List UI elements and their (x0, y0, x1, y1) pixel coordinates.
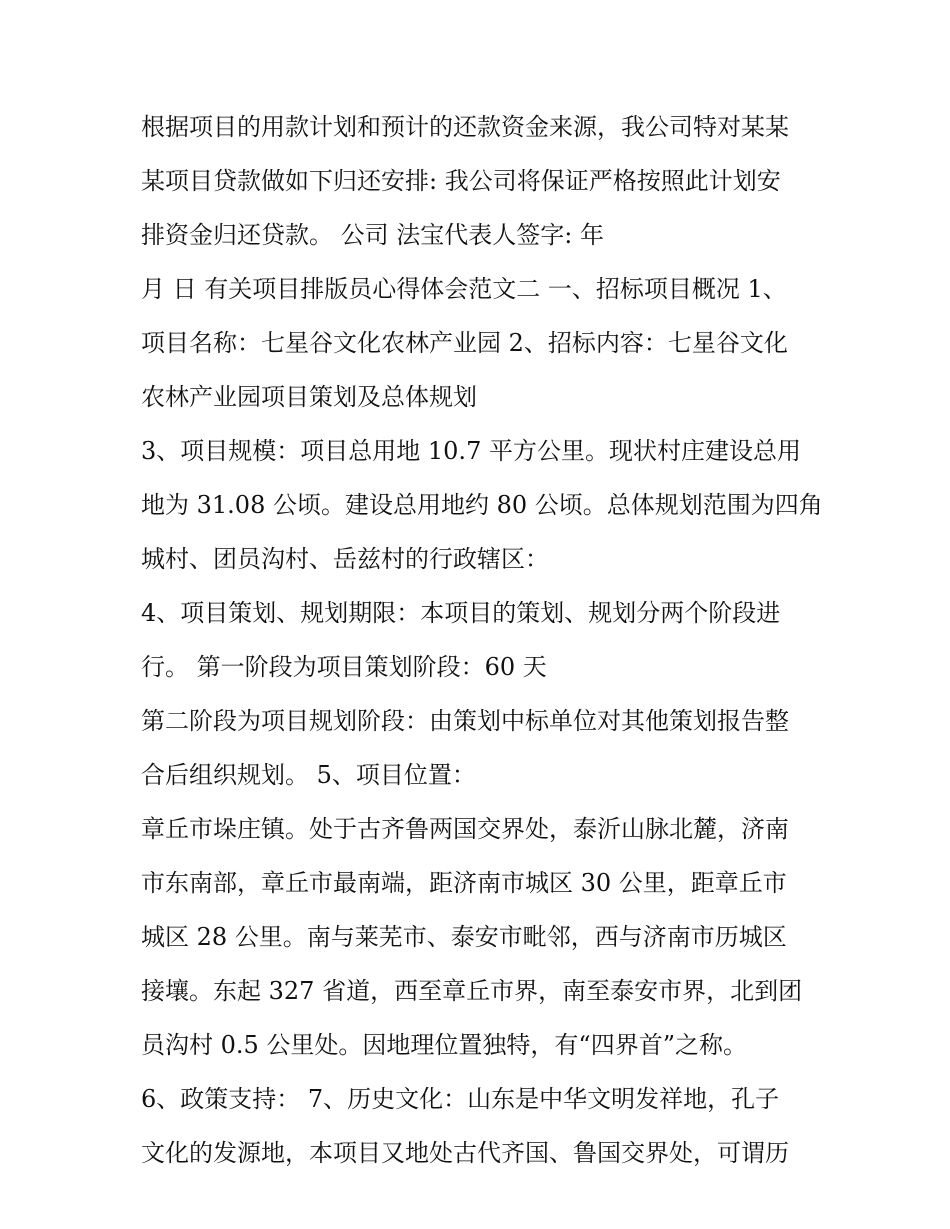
text-line: 6、政策支持： 7、历史文化：山东是中华文明发祥地，孔子 (141, 1085, 780, 1113)
text-line: 章丘市垛庄镇。处于古齐鲁两国交界处，泰沂山脉北麓，济南 (141, 815, 789, 843)
document-page (141, 100, 821, 1180)
text-line: 根据项目的用款计划和预计的还款资金来源，我公司特对某某 (141, 113, 789, 141)
text-line: 第二阶段为项目规划阶段：由策划中标单位对其他策划报告整 (141, 707, 789, 735)
text-line: 行。 第一阶段为项目策划阶段：60 天 (141, 653, 547, 681)
text-line: 项目名称：七星谷文化农林产业园 2、招标内容：七星谷文化 (141, 329, 788, 357)
text-line: 城区 28 公里。南与莱芜市、泰安市毗邻，西与济南市历城区 (141, 923, 787, 951)
text-line: 文化的发源地，本项目又地处古代齐国、鲁国交界处，可谓历 (141, 1139, 789, 1167)
text-line: 某项目贷款做如下归还安排: 我公司将保证严格按照此计划安 (141, 167, 781, 195)
text-line: 市东南部，章丘市最南端，距济南市城区 30 公里，距章丘市 (141, 869, 787, 897)
text-line: 员沟村 0.5 公里处。因地理位置独特，有“四界首”之称。 (141, 1031, 747, 1059)
text-line: 地为 31.08 公顷。建设总用地约 80 公顷。总体规划范围为四角 (141, 491, 823, 519)
text-line: 合后组织规划。 5、项目位置： (141, 761, 476, 789)
text-line: 3、项目规模：项目总用地 10.7 平方公里。现状村庄建设总用 (141, 437, 801, 465)
text-line: 4、项目策划、规划期限：本项目的策划、规划分两个阶段进 (141, 599, 781, 627)
text-line: 月 日 有关项目排版员心得体会范文二 一、招标项目概况 1、 (141, 275, 787, 303)
text-line: 排资金归还贷款。 公司 法宝代表人签字: 年 (141, 221, 604, 249)
text-line: 接壤。东起 327 省道，西至章丘市界，南至泰安市界，北到团 (141, 977, 803, 1005)
text-line: 农林产业园项目策划及总体规划 (141, 383, 477, 411)
text-line: 城村、团员沟村、岳兹村的行政辖区： (141, 545, 549, 573)
